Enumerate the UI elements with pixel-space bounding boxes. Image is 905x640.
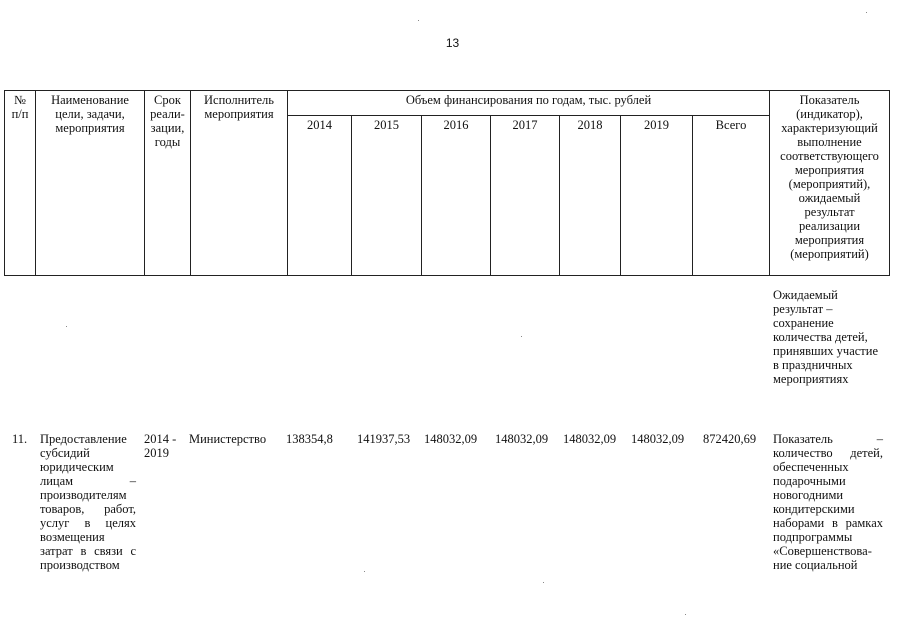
header-year-2019: 2019: [621, 116, 693, 276]
scan-speck: [418, 20, 419, 21]
header-year-2017: 2017: [491, 116, 560, 276]
header-executor: Исполнитель мероприятия: [191, 91, 288, 276]
scan-speck: [685, 614, 686, 615]
row-11-name: Предоставление субсидий юридическим лицам – производителям товаров, работ, услуг в целях возмещения затрат в связи с производством: [40, 432, 136, 572]
row-11-indicator: Показатель – количество детей, обеспеченных подарочными новогодними кондитерскими наборами в рамках подпрограммы «Совершенствова-ние социальной: [773, 432, 883, 572]
row-11-value-2015: 141937,53: [357, 432, 411, 446]
scan-speck: [521, 336, 522, 337]
row-11-value-2016: 148032,09: [424, 432, 478, 446]
row-11-value-2018: 148032,09: [563, 432, 617, 446]
header-financing: Объем финансирования по годам, тыс. рублей: [288, 91, 770, 116]
header-year-2014: 2014: [288, 116, 352, 276]
header-year-2015: 2015: [352, 116, 422, 276]
row-11-value-2014: 138354,8: [286, 432, 333, 446]
header-year-2016: 2016: [422, 116, 491, 276]
expected-result-text: Ожидаемый результат – сохранение количества детей, принявших участие в праздничных мероприятиях: [773, 288, 878, 386]
scan-speck: [364, 571, 365, 572]
financing-table-header: [4, 90, 890, 276]
scan-speck: [543, 582, 544, 583]
header-name: Наименование цели, задачи, мероприятия: [36, 91, 145, 276]
row-11-value-total: 872420,69: [703, 432, 757, 446]
scan-speck: [866, 12, 867, 13]
page-number: 13: [445, 36, 460, 50]
row-11-executor: Министерство: [189, 432, 267, 446]
header-term: Срок реали-зации, годы: [145, 91, 191, 276]
header-num: № п/п: [5, 91, 36, 276]
row-11-number: 11.: [12, 432, 28, 446]
row-11-value-2017: 148032,09: [495, 432, 549, 446]
row-11-value-2019: 148032,09: [631, 432, 685, 446]
header-total: Всего: [693, 116, 770, 276]
header-indicator: Показатель (индикатор), характеризующий выполнение соответствующего мероприятия (мероприятий), ожидаемый результат реализации мероприятия (мероприятий): [770, 91, 890, 276]
row-11-term: 2014 - 2019: [144, 432, 177, 460]
header-year-2018: 2018: [560, 116, 621, 276]
scan-speck: [66, 326, 67, 327]
